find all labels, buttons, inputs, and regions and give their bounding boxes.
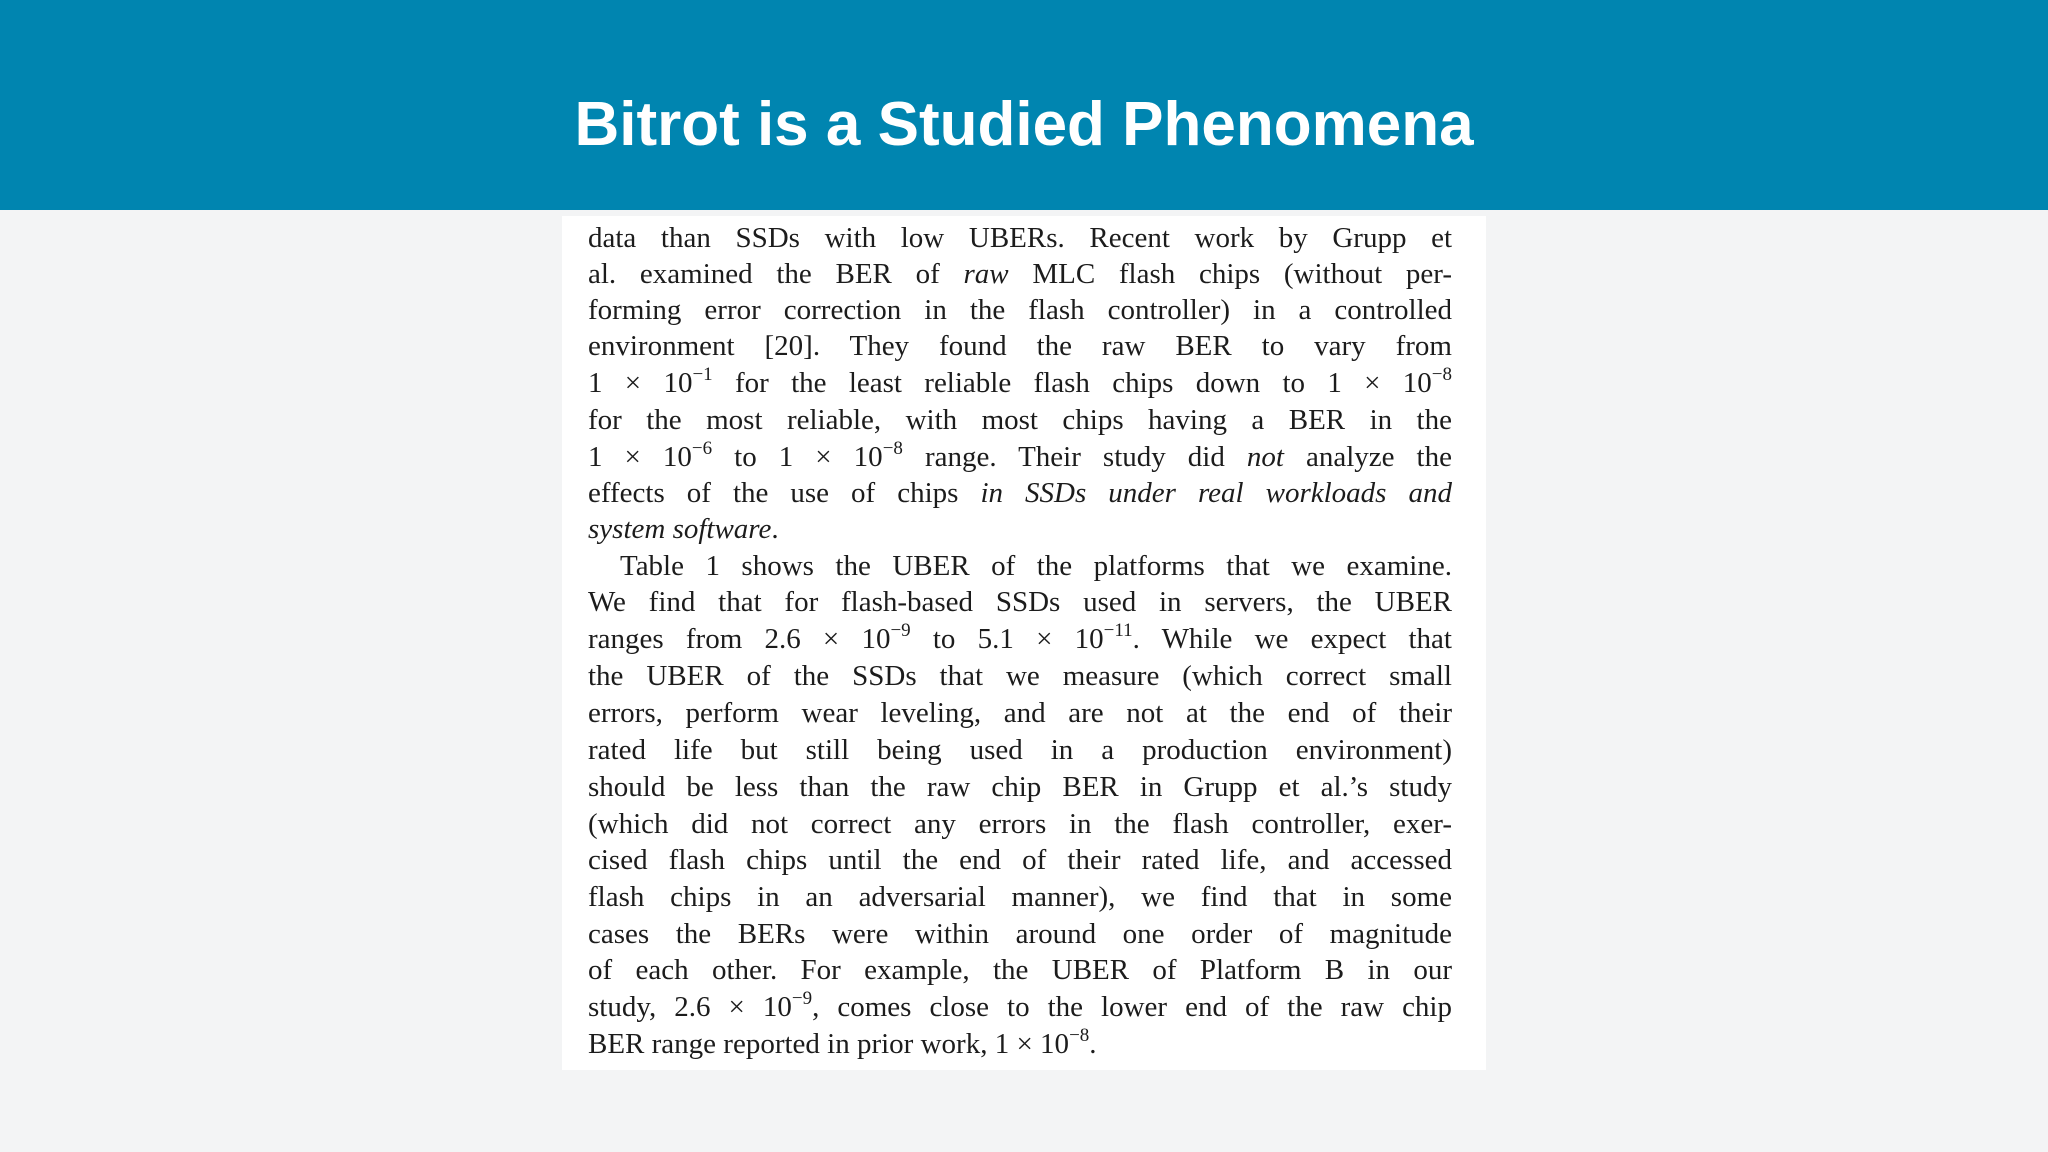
excerpt-line: forming error correction in the flash controller) in a controlled — [588, 294, 1452, 326]
excerpt-line: errors, perform wear leveling, and are not at the end of their — [588, 697, 1452, 729]
excerpt-line: data than SSDs with low UBERs. Recent work by Grupp et — [588, 222, 1452, 254]
excerpt-line: for the most reliable, with most chips having a BER in the — [588, 404, 1452, 436]
excerpt-line: of each other. For example, the UBER of Platform B in our — [588, 954, 1452, 986]
paper-excerpt-image — [562, 216, 1486, 1070]
excerpt-line: should be less than the raw chip BER in Grupp et al.’s study — [588, 771, 1452, 803]
excerpt-line: al. examined the BER of raw MLC flash chips (without per- — [588, 258, 1452, 290]
excerpt-line: cases the BERs were within around one order of magnitude — [588, 918, 1452, 950]
excerpt-line: Table 1 shows the UBER of the platforms that we examine. — [620, 550, 1452, 582]
excerpt-line: cised flash chips until the end of their rated life, and accessed — [588, 844, 1452, 876]
excerpt-line: system software. — [588, 513, 779, 545]
excerpt-line: rated life but still being used in a production environment) — [588, 734, 1452, 766]
excerpt-line: $1 \times 10^{-1}$ for the least reliable flash chips down to $1 \times 10^{-8}$ — [588, 364, 1452, 399]
excerpt-line: (which did not correct any errors in the flash controller, exer- — [588, 808, 1452, 840]
excerpt-line: environment [20]. They found the raw BER to vary from — [588, 330, 1452, 362]
slide-title: Bitrot is a Studied Phenomena — [574, 90, 1474, 159]
excerpt-line: BER range reported in prior work, $1 \times 10^{-8}$. — [588, 1025, 1097, 1060]
excerpt-line: the UBER of the SSDs that we measure (which correct small — [588, 660, 1452, 692]
excerpt-line: effects of the use of chips in SSDs under real workloads and — [588, 477, 1452, 509]
excerpt-line: ranges from $2.6 \times 10^{-9}$ to $5.1 \times 10^{-11}$. While we expect that — [588, 620, 1452, 655]
excerpt-line: flash chips in an adversarial manner), we find that in some — [588, 881, 1452, 913]
excerpt-line: $1 \times 10^{-6}$ to $1 \times 10^{-8}$ range. Their study did not analyze the — [588, 438, 1452, 473]
excerpt-line: study, $2.6 \times 10^{-9}$, comes close to the lower end of the raw chip — [588, 988, 1452, 1023]
excerpt-line: We find that for flash-based SSDs used in servers, the UBER — [588, 586, 1452, 618]
